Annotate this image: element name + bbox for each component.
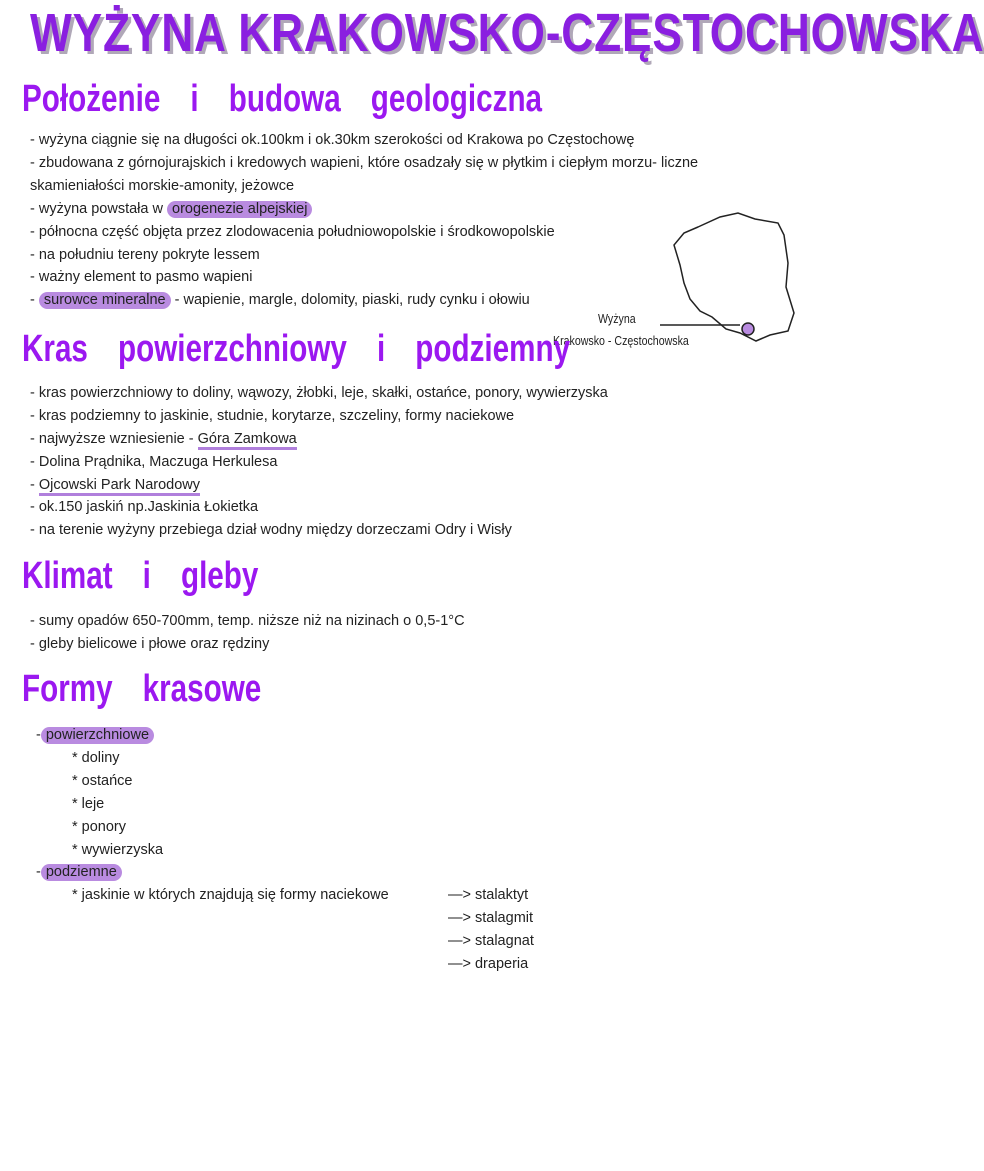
map-label: Krakowsko - Częstochowska [553, 334, 689, 348]
map-label: Wyżyna [598, 312, 636, 326]
text-line [30, 475, 200, 495]
text-line: - kras podziemny to jaskinie, studnie, korytarze, szczeliny, formy naciekowe [30, 408, 515, 424]
group-surface [36, 725, 154, 745]
highlight: orogenezie alpejskiej [167, 201, 312, 218]
text-line: skamieniałości morskie-amonity, jeżowce [30, 178, 295, 194]
list-item: * wywierzyska [72, 842, 164, 858]
text-line: - ok.150 jaskiń np.Jaskinia Łokietka [30, 499, 259, 515]
form-item: —> stalaktyt [448, 887, 529, 903]
text: - wyżyna powstała w [30, 201, 163, 217]
heading-karst-forms: Formy krasowe [22, 668, 262, 710]
text-line: - na południu tereny pokryte lessem [30, 247, 260, 263]
heading-climate: Klimat i gleby [22, 555, 259, 597]
form-item: —> draperia [448, 956, 529, 972]
text-line: - sumy opadów 650-700mm, temp. niższe niż na nizinach o 0,5-1°C [30, 613, 465, 629]
text: - wapienie, margle, dolomity, piaski, rudy cynku i ołowiu [174, 292, 530, 308]
text-line: - na terenie wyżyny przebiega dział wodny między dorzeczami Odry i Wisły [30, 522, 512, 538]
text-line: - Dolina Prądnika, Maczuga Herkulesa [30, 454, 278, 470]
highlight: podziemne [41, 864, 122, 881]
text-line [30, 290, 530, 310]
text-line: - północna część objęta przez zlodowacenia południowopolskie i środkowopolskie [30, 224, 555, 240]
highlight: surowce mineralne [39, 292, 171, 309]
text: - [36, 727, 41, 743]
underlined-text: Góra Zamkowa [198, 431, 297, 450]
text-line [30, 199, 312, 219]
text: - [30, 292, 35, 308]
list-item: * ponory [72, 819, 127, 835]
heading-karst: Kras powierzchniowy i podziemny [22, 328, 571, 370]
heading-location: Położenie i budowa geologiczna [22, 78, 543, 120]
text-line: - kras powierzchniowy to doliny, wąwozy, żłobki, leje, skałki, ostańce, ponory, wywierzyska [30, 385, 608, 401]
text-line: - wyżyna ciągnie się na długości ok.100km i ok.30km szerokości od Krakowa po Częstochowę [30, 132, 635, 148]
page-title: WYŻYNA KRAKOWSKO-CZĘSTOCHOWSKA [30, 3, 984, 63]
form-item: —> stalagmit [448, 910, 534, 926]
form-item: —> stalagnat [448, 933, 534, 949]
list-item: * ostańce [72, 773, 133, 789]
text-line: - gleby bielicowe i płowe oraz rędziny [30, 636, 270, 652]
poland-map-icon [660, 205, 810, 355]
group-underground [36, 862, 122, 882]
text-line: - ważny element to pasmo wapieni [30, 269, 253, 285]
highlight: powierzchniowe [41, 727, 154, 744]
text: - [36, 864, 41, 880]
text: - najwyższe wzniesienie - [30, 431, 198, 447]
list-item: * leje [72, 796, 105, 812]
text-line: - zbudowana z górnojurajskich i kredowych wapieni, które osadzały się w płytkim i ciepłym morzu- liczne [30, 155, 699, 171]
text-line [30, 429, 297, 449]
underlined-text: Ojcowski Park Narodowy [39, 477, 200, 496]
text: - [30, 477, 39, 493]
list-item: * jaskinie w których znajdują się formy naciekowe [72, 887, 389, 903]
list-item: * doliny [72, 750, 120, 766]
